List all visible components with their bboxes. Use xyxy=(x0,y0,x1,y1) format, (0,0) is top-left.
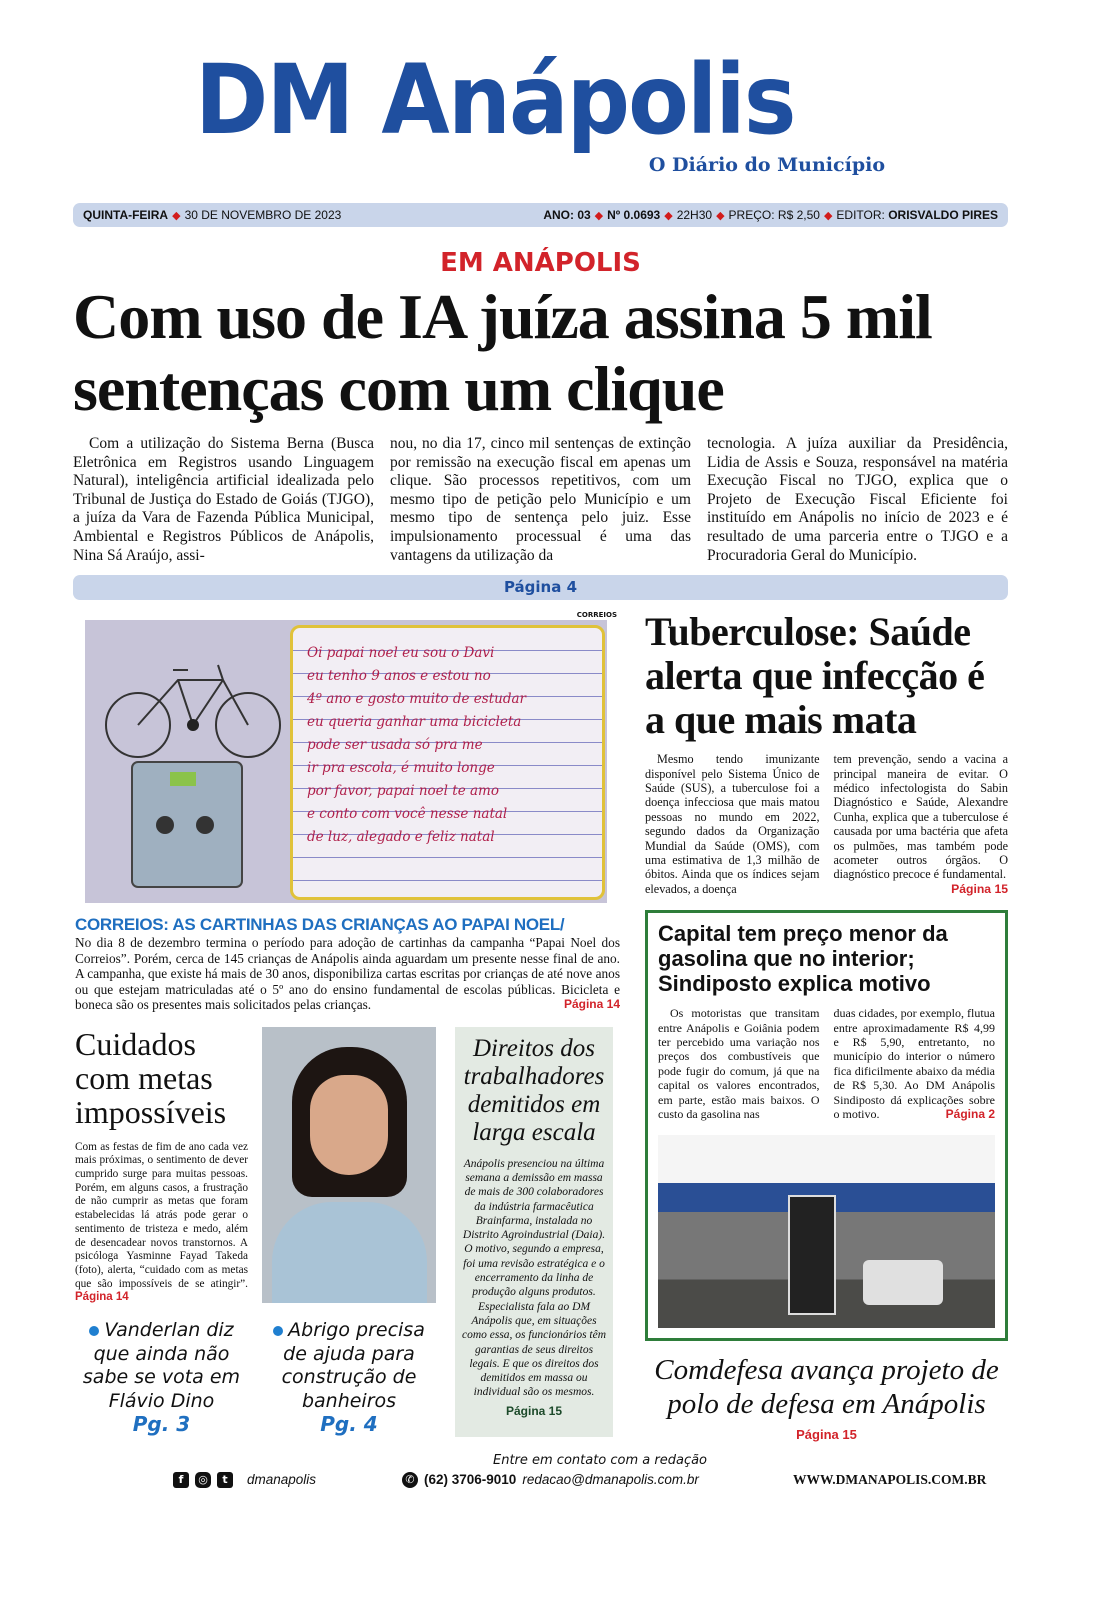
main-area xyxy=(73,610,1008,1442)
bullet-icon xyxy=(89,1326,99,1336)
social-handle[interactable]: dmanapolis xyxy=(247,1472,317,1488)
edition-number: Nº 0.0693 xyxy=(607,208,661,222)
letter-line: pode ser usada só pra me xyxy=(307,737,483,754)
teaser-page-ref[interactable]: Pg. 4 xyxy=(320,1412,378,1437)
lead-column: tecnologia. A juíza auxiliar da Presidência, Lidia de Assis e Souza, responsável na matéria Execução Fiscal no TJGO, explica que o Projeto de Execução Fiscal Eficiente foi instituído em Anápolis no início de 2023 e é resultado de uma parceria entre o TJGO e a Procuradoria Geral do Município. xyxy=(707,435,1008,564)
comdefesa-page-ref[interactable]: Página 15 xyxy=(796,1427,857,1443)
masthead-logo: DM Anápolis xyxy=(195,44,795,156)
weekday: QUINTA-FEIRA xyxy=(83,208,169,222)
gasolina-column-text: duas cidades, por exemplo, flutua entre aproximadamente R$ 4,99 e R$ 5,90, entretanto, no município do interior o número fica dificilmente abaixo da média de R$ 5,30. Ao DM Anápolis Sindiposto dá explicações sobre o motivo. xyxy=(833,1006,995,1122)
masthead xyxy=(73,0,1008,195)
photo-credit: CORREIOS xyxy=(576,611,617,620)
psychologist-portrait xyxy=(262,1027,436,1303)
notebook-drawing xyxy=(130,760,245,890)
teaser-vanderlan[interactable] xyxy=(75,1319,248,1437)
letter-line: Oi papai noel eu sou o Davi xyxy=(307,645,495,662)
gasolina-column xyxy=(834,1006,996,1121)
teaser-text: Abrigo precisa de ajuda para construção de banheiros xyxy=(281,1319,425,1412)
letter-line: eu queria ganhar uma bicicleta xyxy=(307,714,522,731)
gas-station-photo xyxy=(658,1135,995,1328)
contact-label: Entre em contato com a redação xyxy=(492,1453,708,1469)
facebook-icon[interactable]: f xyxy=(173,1472,189,1488)
diamond-icon: ◆ xyxy=(172,210,181,222)
tuberculose-column xyxy=(834,752,1009,896)
correios-body xyxy=(75,935,620,1013)
website[interactable]: WWW.DMANAPOLIS.COM.BR xyxy=(793,1472,987,1488)
letter-paper xyxy=(290,625,605,900)
price-sign xyxy=(788,1195,836,1315)
email[interactable]: redacao@dmanapolis.com.br xyxy=(522,1472,699,1488)
phone[interactable]: (62) 3706-9010 xyxy=(424,1472,517,1488)
teaser-abrigo[interactable] xyxy=(262,1319,436,1437)
date: 30 DE NOVEMBRO DE 2023 xyxy=(184,208,342,222)
letter-line: de luz, alegado e feliz natal xyxy=(307,829,495,846)
footer xyxy=(73,1452,1008,1490)
tuberculose-column: Mesmo tendo imunizante disponível pelo Sistema Único de Saúde (SUS), a tuberculose foi a doença infecciosa que mais matou pessoas no mundo em 2022, segundo dados da Organização Mundial da Saúde (OMS), com uma estimativa de 1,3 milhão de óbitos. Ainda que os índices sejam elevados, a doença xyxy=(645,752,820,896)
tuberculose-page-ref[interactable]: Página 15 xyxy=(951,881,1008,896)
gasolina-page-ref[interactable]: Página 2 xyxy=(945,1107,995,1122)
cuidados-body xyxy=(75,1141,248,1305)
cuidados-story xyxy=(75,1027,248,1305)
direitos-headline[interactable]: Direitos dos trabalhadores demitidos em larga escala xyxy=(463,1034,605,1146)
lead-column: nou, no dia 17, cinco mil sentenças de extinção por remissão na execução fiscal em apenas um clique. São processos repetitivos, com um mesmo tipo de petição pelo Município e um mesmo tipo de sentença pelo juiz. Esse impulsionamento processual é uma das vantagens da utilização da xyxy=(390,435,691,564)
diamond-icon: ◆ xyxy=(664,210,673,222)
tuberculose-column-text: tem prevenção, sendo a vacina a principal maneira de evitar. O médico infectologista do Sabin Diagnóstico e Saúde, Alexandre Cunha, explica que a tuberculose é causada por uma bactéria que afeta os pulmões, mas também pode acometer outros órgãos. O diagnóstico precoce é fundamental. xyxy=(833,752,1008,882)
right-column xyxy=(645,610,1008,1442)
edition-year: ANO: 03 xyxy=(543,208,591,222)
bicycle-drawing xyxy=(103,640,283,760)
lead-kicker: EM ANÁPOLIS xyxy=(440,248,641,278)
gasolina-headline[interactable]: Capital tem preço menor da gasolina que no interior; Sindiposto explica motivo xyxy=(658,921,948,997)
lead-body xyxy=(73,435,1008,565)
editor-label: EDITOR: xyxy=(836,208,885,222)
diamond-icon: ◆ xyxy=(594,210,604,222)
social-links xyxy=(173,1470,402,1490)
bottom-stories xyxy=(75,1027,633,1437)
whatsapp-icon: ✆ xyxy=(402,1472,418,1488)
direitos-page-ref[interactable]: Página 15 xyxy=(505,1403,563,1418)
cuidados-page-ref[interactable]: Página 14 xyxy=(75,1291,129,1304)
direitos-body: Anápolis presenciou na última semana a demissão em massa de mais de 300 colaboradores da indústria farmacêutica Brainfarma, instalada no Distrito Agroindustrial (Daia). O motivo, segundo a empresa, foi uma revisão estratégica e o encerramento da linha de produção alguns produtos. Especialista fala ao DM Anápolis que, em situações como essa, os funcionários têm garantias de seus direitos legais. E que os direitos dos demitidos em massa ou individual são os mesmos. xyxy=(461,1157,607,1399)
lead-page-ref[interactable]: Página 4 xyxy=(73,575,1008,600)
letter-line: e conto com você nesse natal xyxy=(307,806,508,823)
teaser-page-ref[interactable]: Pg. 3 xyxy=(132,1412,191,1437)
footer-row xyxy=(73,1470,1008,1490)
price-label: PREÇO: xyxy=(728,208,775,222)
letter-line: por favor, papai noel te amo xyxy=(307,783,499,800)
contact-info xyxy=(402,1470,793,1490)
diamond-icon: ◆ xyxy=(716,210,725,222)
editor-name: ORISVALDO PIRES xyxy=(888,208,998,222)
gasolina-box xyxy=(645,910,1008,1341)
lead-column: Com a utilização do Sistema Berna (Busca Eletrônica em Registros usando Linguagem Natural), inteligência artificial idealizada pelo Tribunal de Justiça do Estado de Goiás (TJGO), a juíza da Vara de Fazenda Pública Municipal, Ambiental e Registros Públicos de Anápolis, Nina Sá Araújo, assi- xyxy=(73,435,374,564)
instagram-icon[interactable]: ◎ xyxy=(195,1472,211,1488)
tuberculose-body xyxy=(645,752,1008,896)
direitos-box xyxy=(455,1027,613,1437)
tuberculose-headline[interactable]: Tuberculose: Saúde alerta que infecção é a que mais mata xyxy=(645,609,985,743)
bullet-icon xyxy=(273,1326,283,1336)
diamond-icon: ◆ xyxy=(823,210,833,222)
pickup-truck xyxy=(863,1260,943,1305)
gasolina-column: Os motoristas que transitam entre Anápolis e Goiânia podem ter percebido uma variação nos preços dos combustíveis que pode fugir do comum, já que na capital os valores encontrados, em parte, estão mais baixos. O custo da gasolina nas xyxy=(658,1006,820,1122)
edition-time: 22H30 xyxy=(676,208,713,222)
cuidados-headline[interactable]: Cuidados com metas impossíveis xyxy=(75,1025,227,1130)
letter-line: eu tenho 9 anos e estou no xyxy=(307,668,491,685)
teaser-text: Vanderlan diz que ainda não sabe se vota em Flávio Dino xyxy=(82,1319,241,1412)
letter-line: 4º ano e gosto muito de estudar xyxy=(307,691,526,708)
letter-line: ir pra escola, é muito longe xyxy=(307,760,495,777)
gasolina-body xyxy=(658,1006,995,1121)
correios-page-ref[interactable]: Página 14 xyxy=(563,997,620,1012)
masthead-subtitle: O Diário do Município xyxy=(648,154,885,176)
letter-photo xyxy=(85,620,607,903)
cuidados-text: Com as festas de fim de ano cada vez mais próximas, o sentimento de dever cumprido surge para muitas pessoas. Porém, em alguns casos, a frustração de não cumprir as metas que foram estabelecidas lá atrás pode gerar o sentimento de tristeza e medo, além de desencadear novos transtornos. A psicóloga Yasminne Fayad Takeda (foto), alerta, “cuidado com as metas que são impossíveis de se atingir”. xyxy=(75,1140,248,1290)
correios-headline[interactable]: CORREIOS: AS CARTINHAS DAS CRIANÇAS AO PAPAI NOEL/ xyxy=(75,915,565,935)
lead-headline[interactable]: Com uso de IA juíza assina 5 mil sentenças com um clique xyxy=(73,281,932,424)
left-column xyxy=(73,610,633,1436)
date-bar xyxy=(73,203,1008,227)
twitter-icon[interactable]: t xyxy=(217,1472,233,1488)
price: R$ 2,50 xyxy=(777,208,820,222)
comdefesa-headline[interactable]: Comdefesa avança projeto de polo de defesa em Anápolis xyxy=(654,1354,999,1421)
correios-text: No dia 8 de dezembro termina o período para adoção de cartinhas da campanha “Papai Noel dos Correios”. Porém, cerca de 145 crianças de Anápolis ainda aguardam um presente nesse final de ano. A campanha, que existe há mais de 30 anos, disponibiliza cartas escritas por crianças de até nove anos ou que estejam matriculadas até o 5º ano do ensino fundamental de escolas públicas. Bicicleta e boneca são os presentes mais solicitados pelas crianças. xyxy=(75,935,620,1013)
